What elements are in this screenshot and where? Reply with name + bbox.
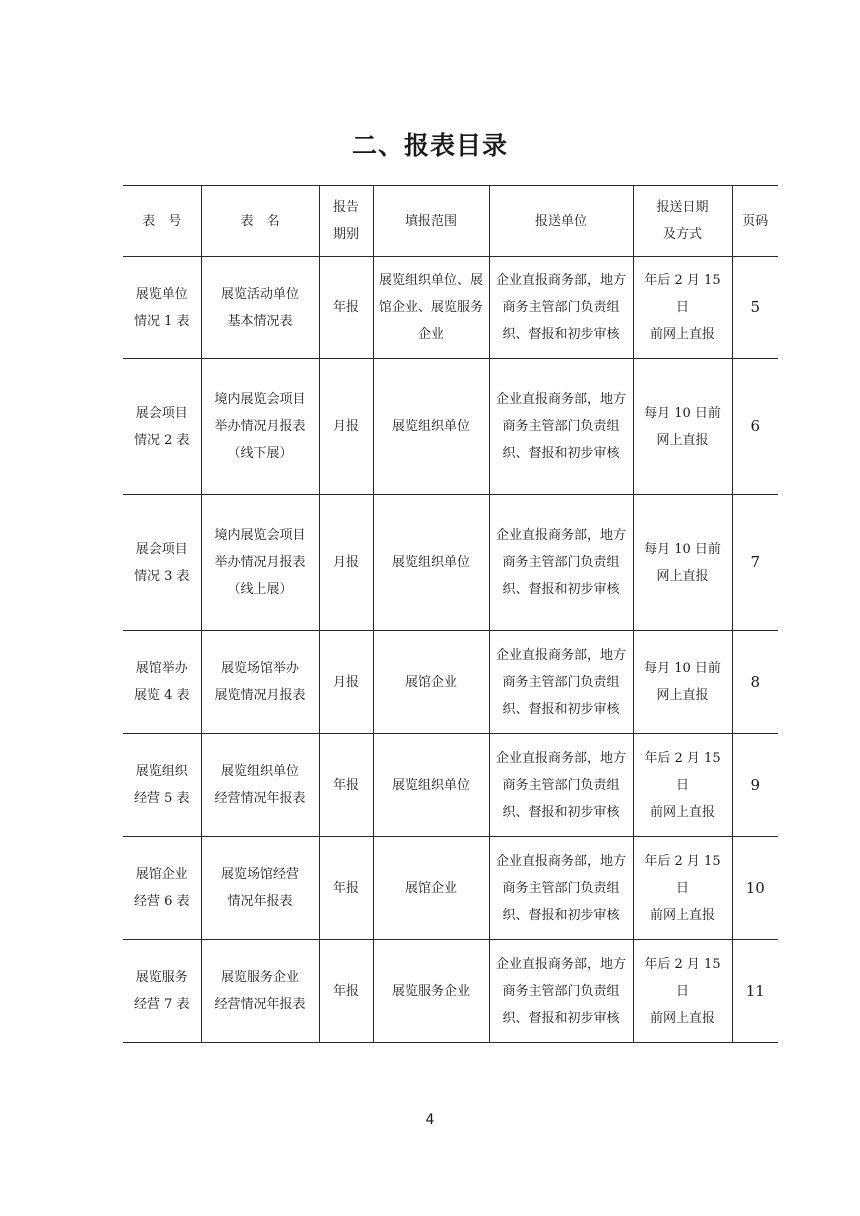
cell-line: 馆企业、展览服务 bbox=[378, 300, 483, 315]
cell-line: 企业直报商务部，地方 bbox=[495, 528, 626, 543]
cell-line: 前网上直报 bbox=[649, 907, 715, 923]
cell-date bbox=[633, 257, 732, 359]
cell-line: 织、督报和初步审核 bbox=[502, 804, 620, 820]
cell-line: 展览服务 bbox=[135, 970, 188, 985]
header-page: 页码 bbox=[732, 186, 778, 257]
cell-line: 基本情况表 bbox=[227, 313, 293, 329]
cell-line: 每月 10 日前 bbox=[644, 405, 721, 421]
header-name: 表 名 bbox=[201, 186, 319, 257]
table-row bbox=[123, 940, 778, 1043]
cell-page: 10 bbox=[732, 837, 778, 940]
header-date-line: 报送日期 bbox=[656, 200, 709, 215]
header-date-line: 及方式 bbox=[662, 227, 702, 242]
cell-line: 织、督报和初步审核 bbox=[502, 1010, 620, 1026]
cell-line: 前网上直报 bbox=[649, 1010, 715, 1026]
cell-line: 商务主管部门负责组 bbox=[502, 983, 620, 999]
cell-name bbox=[201, 940, 319, 1043]
cell-line: 年后 2 月 15 日 bbox=[644, 956, 721, 999]
cell-line: （线上展） bbox=[227, 582, 293, 597]
table-row bbox=[123, 837, 778, 940]
cell-line: 展会项目 bbox=[135, 541, 188, 557]
cell-line: 企业直报商务部，地方 bbox=[495, 392, 626, 407]
cell-line: 情况年报表 bbox=[227, 894, 293, 909]
cell-line: 织、督报和初步审核 bbox=[502, 446, 620, 461]
cell-code bbox=[123, 257, 201, 359]
cell-line: 举办情况月报表 bbox=[214, 555, 306, 570]
cell-line: 境内展览会项目 bbox=[214, 528, 306, 543]
cell-line: 展览 4 表 bbox=[133, 688, 190, 703]
cell-line: 经营情况年报表 bbox=[214, 791, 306, 806]
cell-line: 经营 6 表 bbox=[133, 894, 190, 909]
cell-line: 展馆企业 bbox=[404, 880, 457, 896]
cell-line: 企业直报商务部，地方 bbox=[495, 647, 626, 663]
cell-line: 展览组织单位 bbox=[391, 555, 470, 570]
cell-line: 网上直报 bbox=[656, 688, 709, 703]
cell-name bbox=[201, 734, 319, 837]
cell-unit bbox=[489, 940, 633, 1043]
cell-name bbox=[201, 631, 319, 734]
cell-line: 情况 1 表 bbox=[133, 313, 190, 329]
cell-page: 6 bbox=[732, 359, 778, 495]
cell-name bbox=[201, 495, 319, 631]
cell-period: 年报 bbox=[319, 734, 373, 837]
cell-scope bbox=[373, 257, 489, 359]
cell-line: 展览组织单位 bbox=[391, 777, 470, 793]
cell-line: 企业直报商务部，地方 bbox=[495, 750, 626, 766]
cell-line: 商务主管部门负责组 bbox=[502, 300, 620, 315]
cell-line: 每月 10 日前 bbox=[644, 541, 721, 557]
cell-date bbox=[633, 631, 732, 734]
cell-line: 织、督报和初步审核 bbox=[502, 701, 620, 717]
cell-code bbox=[123, 631, 201, 734]
cell-code bbox=[123, 734, 201, 837]
cell-unit bbox=[489, 734, 633, 837]
cell-line: 展馆企业 bbox=[404, 674, 457, 690]
cell-line: 年后 2 月 15 日 bbox=[644, 750, 721, 793]
cell-scope bbox=[373, 940, 489, 1043]
cell-unit bbox=[489, 837, 633, 940]
cell-line: 经营情况年报表 bbox=[214, 997, 306, 1012]
cell-line: 每月 10 日前 bbox=[644, 661, 721, 676]
cell-line: 织、督报和初步审核 bbox=[502, 582, 620, 597]
cell-line: 展览场馆举办 bbox=[220, 661, 299, 676]
cell-page: 9 bbox=[732, 734, 778, 837]
cell-period: 月报 bbox=[319, 631, 373, 734]
cell-date bbox=[633, 359, 732, 495]
cell-period: 年报 bbox=[319, 837, 373, 940]
cell-line: 展馆举办 bbox=[135, 661, 188, 676]
cell-name bbox=[201, 257, 319, 359]
cell-line: 情况 2 表 bbox=[133, 432, 190, 448]
cell-line: 网上直报 bbox=[656, 568, 709, 584]
cell-unit bbox=[489, 257, 633, 359]
cell-page: 7 bbox=[732, 495, 778, 631]
cell-period: 月报 bbox=[319, 359, 373, 495]
cell-name bbox=[201, 837, 319, 940]
cell-date bbox=[633, 837, 732, 940]
cell-line: 展览组织单位、展 bbox=[378, 273, 483, 288]
cell-line: 展览组织单位 bbox=[220, 764, 299, 779]
cell-line: 展览单位 bbox=[135, 286, 188, 302]
cell-code bbox=[123, 359, 201, 495]
cell-date bbox=[633, 495, 732, 631]
cell-scope bbox=[373, 837, 489, 940]
cell-line: 企业直报商务部，地方 bbox=[495, 273, 626, 288]
cell-period: 年报 bbox=[319, 940, 373, 1043]
table-row bbox=[123, 631, 778, 734]
cell-line: 织、督报和初步审核 bbox=[502, 327, 620, 342]
cell-line: 商务主管部门负责组 bbox=[502, 880, 620, 896]
page-title: 二、报表目录 bbox=[351, 131, 508, 160]
cell-line: 经营 7 表 bbox=[133, 997, 190, 1012]
header-code: 表 号 bbox=[123, 186, 201, 257]
header-date bbox=[633, 186, 732, 257]
header-period-line: 期别 bbox=[332, 227, 359, 242]
cell-line: 举办情况月报表 bbox=[214, 419, 306, 434]
cell-line: 企业 bbox=[417, 327, 444, 342]
cell-scope bbox=[373, 631, 489, 734]
cell-line: 展览组织 bbox=[135, 764, 188, 779]
cell-line: 情况 3 表 bbox=[133, 568, 190, 584]
page-number: 4 bbox=[425, 1112, 435, 1128]
table-row bbox=[123, 495, 778, 631]
cell-period: 年报 bbox=[319, 257, 373, 359]
cell-line: 经营 5 表 bbox=[133, 791, 190, 806]
cell-scope bbox=[373, 495, 489, 631]
cell-period: 月报 bbox=[319, 495, 373, 631]
cell-line: 展览服务企业 bbox=[391, 983, 470, 999]
cell-line: 商务主管部门负责组 bbox=[502, 777, 620, 793]
table-row bbox=[123, 257, 778, 359]
table-row bbox=[123, 359, 778, 495]
cell-line: 展览情况月报表 bbox=[214, 688, 306, 703]
header-scope: 填报范围 bbox=[373, 186, 489, 257]
cell-scope bbox=[373, 359, 489, 495]
cell-date bbox=[633, 734, 732, 837]
cell-line: 境内展览会项目 bbox=[214, 392, 306, 407]
cell-line: 商务主管部门负责组 bbox=[502, 419, 620, 434]
cell-line: 展览场馆经营 bbox=[220, 867, 299, 882]
cell-line: 展览服务企业 bbox=[220, 970, 299, 985]
cell-line: 网上直报 bbox=[656, 432, 709, 448]
cell-line: 商务主管部门负责组 bbox=[502, 555, 620, 570]
report-catalog-table bbox=[123, 185, 778, 1043]
cell-unit bbox=[489, 359, 633, 495]
header-period-line: 报告 bbox=[332, 200, 359, 215]
cell-page: 11 bbox=[732, 940, 778, 1043]
cell-line: 企业直报商务部，地方 bbox=[495, 853, 626, 869]
cell-code bbox=[123, 837, 201, 940]
cell-code bbox=[123, 940, 201, 1043]
cell-line: 展览组织单位 bbox=[391, 419, 470, 434]
cell-line: 展会项目 bbox=[135, 405, 188, 421]
cell-line: 展馆企业 bbox=[135, 867, 188, 882]
cell-line: 年后 2 月 15 日 bbox=[644, 853, 721, 896]
cell-line: 前网上直报 bbox=[649, 327, 715, 342]
cell-line: 织、督报和初步审核 bbox=[502, 907, 620, 923]
cell-date bbox=[633, 940, 732, 1043]
cell-name bbox=[201, 359, 319, 495]
cell-unit bbox=[489, 495, 633, 631]
header-unit: 报送单位 bbox=[489, 186, 633, 257]
table-header-row bbox=[123, 186, 778, 257]
cell-line: 年后 2 月 15 日 bbox=[644, 273, 721, 315]
cell-line: 商务主管部门负责组 bbox=[502, 674, 620, 690]
cell-page: 8 bbox=[732, 631, 778, 734]
cell-line: 展览活动单位 bbox=[220, 286, 299, 302]
table-row bbox=[123, 734, 778, 837]
cell-scope bbox=[373, 734, 489, 837]
cell-line: 企业直报商务部，地方 bbox=[495, 956, 626, 972]
cell-line: 前网上直报 bbox=[649, 804, 715, 820]
cell-line: （线下展） bbox=[227, 446, 293, 461]
cell-page: 5 bbox=[732, 257, 778, 359]
header-period bbox=[319, 186, 373, 257]
cell-unit bbox=[489, 631, 633, 734]
cell-code bbox=[123, 495, 201, 631]
